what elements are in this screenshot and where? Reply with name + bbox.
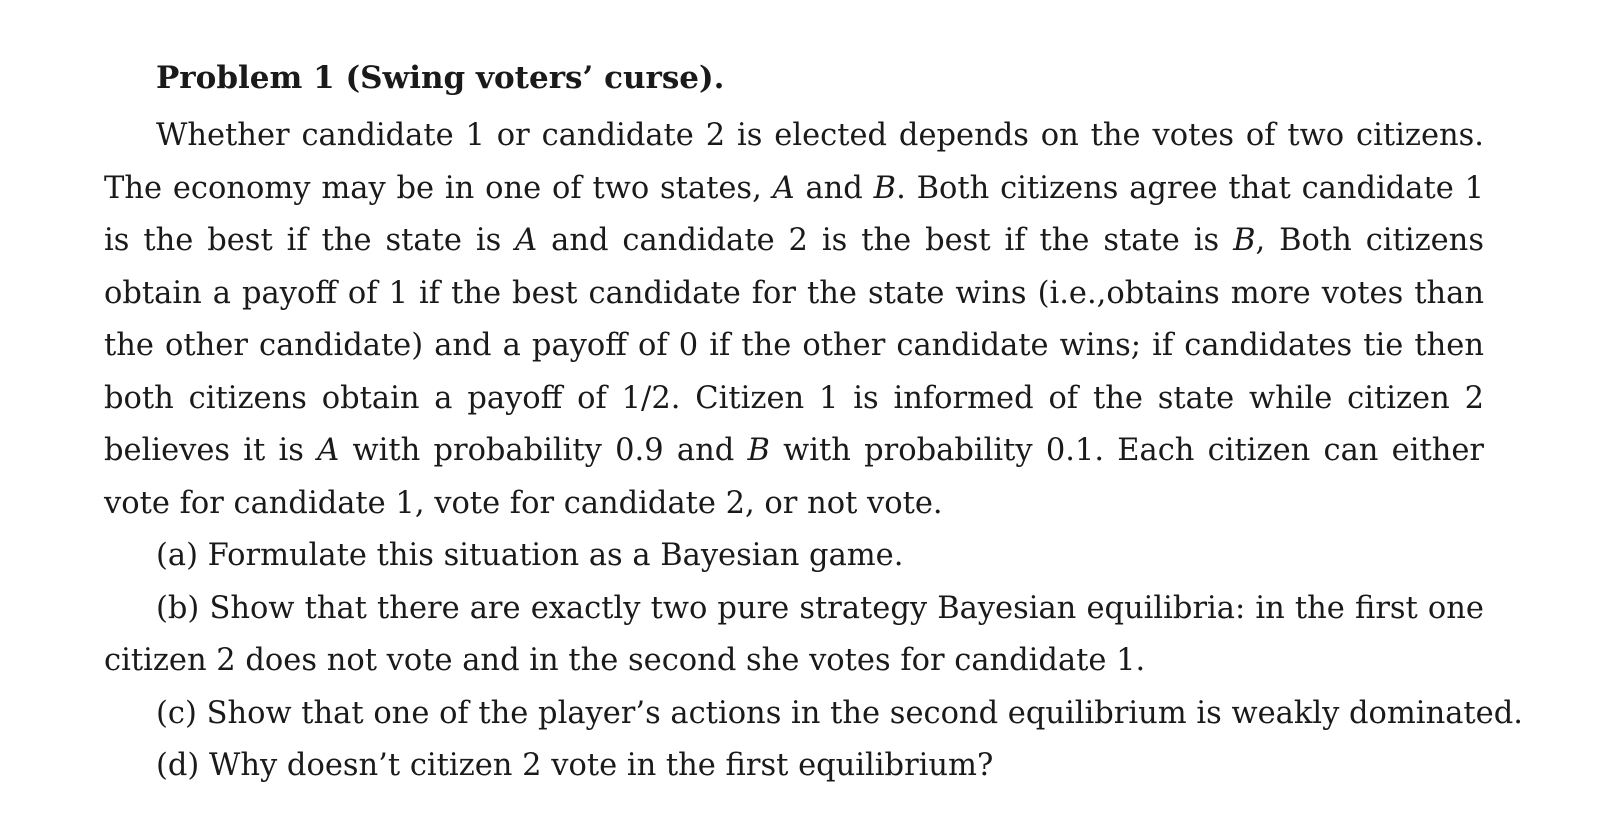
part-c: (c) Show that one of the player’s actions in the second equilibrium is weakly dominated. bbox=[156, 695, 1523, 731]
problem-sheet bbox=[104, 58, 1523, 793]
part-a: (a) Formulate this situation as a Bayesian game. bbox=[156, 538, 904, 573]
problem-statement: Whether candidate 1 or candidate 2 is elected depends on the votes of two citizens. The economy may be in one of two states, A and B. Both citizens agree that candidate 1 is the best if the state is A and candidate 2 is the best if the state is B, Both citizens obtain a payoff of 1 if the best candidate for the state wins (i.e.,obtains more votes than the other candidate) and a payoff of 0 if the other candidate wins; if candidates tie then both citizens obtain a payoff of 1/2. Citizen 1 is informed of the state while citizen 2 believes it is A with probability 0.9 and B with probability 0.1. Each citizen can either vote for candidate 1, vote for candidate 2, or not vote. bbox=[104, 118, 1484, 521]
part-b: (b) Show that there are exactly two pure strategy Bayesian equilibria: in the first one citizen 2 does not vote and in the second she votes for candidate 1. bbox=[104, 590, 1484, 678]
part-d: (d) Why doesn’t citizen 2 vote in the first equilibrium? bbox=[156, 748, 994, 783]
problem-title: Problem 1 (Swing voters’ curse). bbox=[156, 60, 725, 96]
